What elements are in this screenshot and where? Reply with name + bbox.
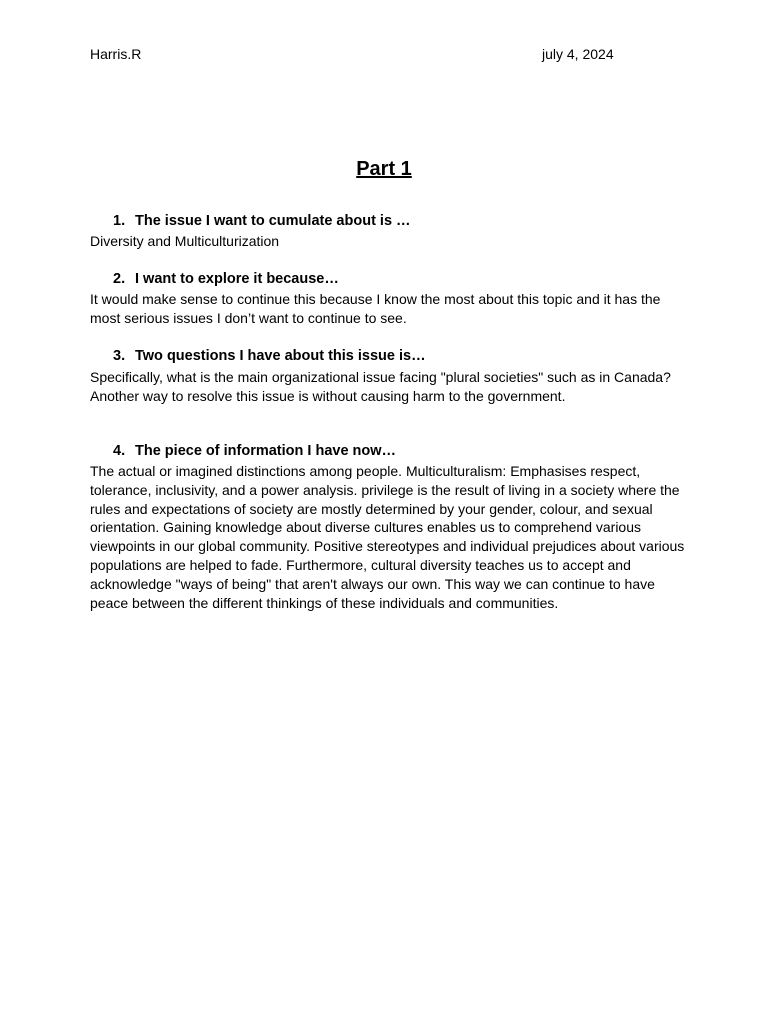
section-3-heading — [113, 347, 426, 365]
section-4-heading — [113, 442, 396, 460]
section-2-line-1: It would make sense to continue this because I know the most about this topic and it has the — [90, 291, 661, 307]
section-4-line-5: viewpoints in our global community. Positive stereotypes and individual prejudices about various — [90, 538, 685, 555]
section-4-line-4: orientation. Gaining knowledge about diverse cultures enables us to comprehend various — [90, 519, 642, 536]
section-3-line-2: Another way to resolve this issue is without causing harm to the government. — [90, 387, 566, 404]
section-1-body — [90, 232, 690, 251]
section-3-line-1: Specifically, what is the main organizational issue facing "plural societies" such as in Canada? — [90, 369, 671, 385]
section-2-heading-text: I want to explore it because… — [135, 271, 339, 287]
section-1-line-1: Diversity and Multiculturization — [90, 233, 280, 249]
section-4-heading-text: The piece of information I have now… — [135, 443, 397, 459]
section-4-line-3: rules and expectations of society are mostly determined by your gender, colour, and sexual — [90, 500, 653, 517]
section-4-line-2: tolerance, inclusivity, and a power analysis. privilege is the result of living in a society where the — [90, 481, 680, 498]
author-name: Harris.R — [90, 46, 142, 62]
section-2-heading — [113, 270, 339, 288]
section-1-heading — [113, 212, 411, 230]
document-date: july 4, 2024 — [542, 46, 614, 62]
section-4-body — [90, 462, 690, 612]
section-2-number: 2. — [113, 271, 126, 287]
section-1-heading-text: The issue I want to cumulate about is … — [135, 213, 411, 229]
section-3-number: 3. — [113, 348, 126, 364]
section-1-number: 1. — [113, 213, 126, 229]
section-3-heading-text: Two questions I have about this issue is… — [135, 348, 426, 364]
section-2-line-2: most serious issues I don’t want to continue to see. — [90, 309, 407, 326]
section-4-line-7: acknowledge "ways of being" that aren't always our own. This way we can continue to have — [90, 575, 655, 592]
section-3-body — [90, 368, 690, 406]
section-2-body — [90, 290, 690, 328]
page-title: Part 1 — [356, 158, 412, 180]
section-4-number: 4. — [113, 443, 126, 459]
section-4-line-8: peace between the different thinkings of these individuals and communities. — [90, 594, 559, 611]
section-4-line-6: populations are helped to fade. Furthermore, cultural diversity teaches us to accept and — [90, 556, 631, 573]
section-4-line-1: The actual or imagined distinctions among people. Multiculturalism: Emphasises respect, — [90, 463, 641, 479]
